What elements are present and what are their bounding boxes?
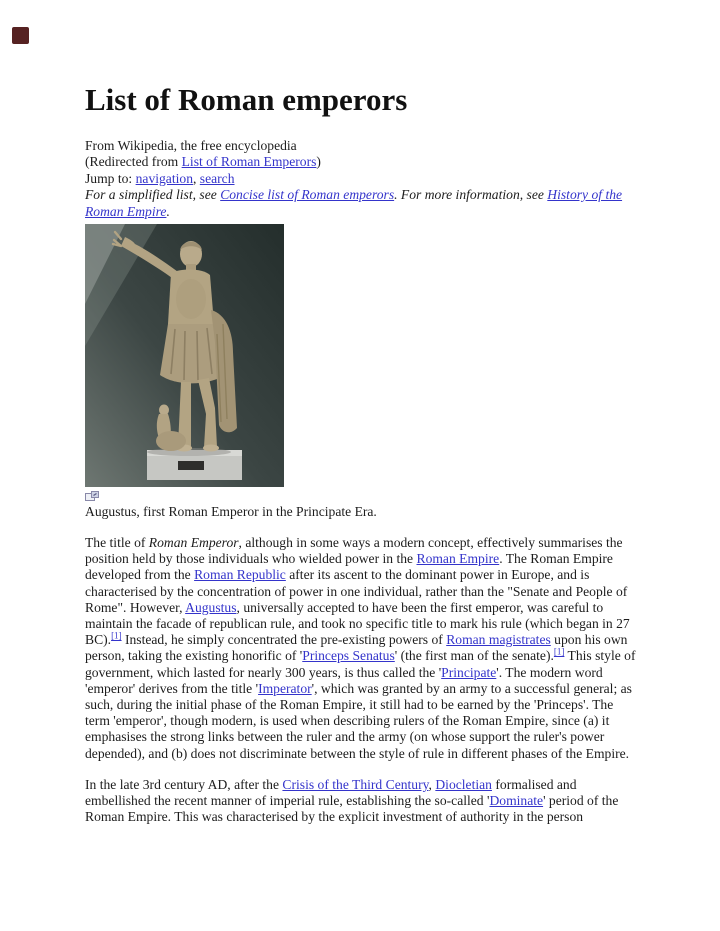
wiki-link[interactable]: Roman Republic (194, 567, 286, 583)
text-run: The title of (85, 535, 149, 551)
text-run: , (428, 776, 436, 792)
wiki-link[interactable]: Imperator (258, 680, 312, 696)
text-run: This style of government, which lasted for nearly 300 years, is thus called the ' (85, 648, 636, 680)
article-figure (85, 224, 638, 520)
text-run: ' period of the Roman Empire. This was characterised by the explicit investment of authority in the person (85, 793, 619, 825)
wiki-link[interactable]: Crisis of the Third Century (282, 776, 429, 792)
text-run: '. The modern word 'emperor' derives from the title ' (85, 664, 603, 696)
text-run: , universally accepted to have been the first emperor, was careful to maintain the facade of republican rule, and took no specific title to mark his rule (which began in 27 BC). (85, 599, 630, 648)
wiki-link[interactable]: Princeps Senatus (302, 648, 395, 664)
italic-text: Roman Emperor (148, 535, 239, 551)
italic-text: . For more information, see (394, 187, 548, 203)
text-run: ', which was granted by an army to a successful general; as such, during the initial phase of the Roman Empire, it still had to be earned by the 'Princeps'. The term 'emperor', though modern, is used when describing rulers of the Roman Empire, since (a) it emphasises the strong links between the ruler and the army (on whose support the ruler's power depended), and (b) does not discriminate between the style of rule in different phases of the Empire. (85, 680, 632, 761)
wiki-link[interactable]: Augustus (185, 599, 237, 615)
italic-text: For a simplified list, see (85, 187, 221, 203)
footnote-link[interactable]: [1] (553, 646, 565, 657)
wiki-link[interactable]: Roman magistrates (446, 632, 551, 648)
enlarge-icon[interactable] (85, 491, 99, 503)
wiki-link[interactable]: search (199, 170, 235, 186)
text-run: (Redirected from (85, 154, 182, 170)
text-run: formalised and embellished the recent manner of imperial rule, establishing the so-called ' (85, 776, 577, 809)
wiki-link[interactable]: Dominate (489, 793, 544, 809)
site-tagline (85, 138, 638, 155)
wiki-link[interactable]: Diocletian (435, 776, 492, 792)
hatnote (85, 187, 638, 220)
text-run: upon his own person, taking the existing honorific of ' (85, 632, 628, 664)
text-run: In the late 3rd century AD, after the (85, 776, 283, 792)
wiki-link[interactable]: navigation (135, 170, 193, 186)
jump-links (85, 171, 638, 188)
text-run: after its ascent to the dominant power in Europe, and is characterised by the concentration of power in one individual, rather than the "Senate and People of Rome". However, (85, 567, 628, 615)
wiki-link[interactable]: Principate (441, 664, 497, 680)
article-paragraph (85, 777, 638, 826)
text-run: From Wikipedia, the free encyclopedia (85, 137, 297, 153)
text-run: Jump to: (85, 170, 136, 186)
article-paragraph (85, 535, 638, 762)
wiki-link[interactable]: Roman Empire (416, 551, 500, 567)
text-run: Instead, he simply concentrated the pre-existing powers of (121, 632, 447, 648)
italic-text: . (166, 203, 170, 219)
figure-caption: Augustus, first Roman Emperor in the Principate Era. (85, 504, 377, 520)
wiki-link[interactable]: List of Roman Emperors (181, 154, 317, 170)
footnote-ref (554, 647, 565, 657)
augustus-statue-image[interactable] (85, 224, 284, 487)
wiki-link[interactable]: History of the Roman Empire (85, 187, 623, 219)
article-content (85, 84, 638, 826)
text-run: ' (the first man of the senate). (394, 648, 554, 664)
footnote-link[interactable]: [1] (111, 630, 122, 641)
text-run: . The Roman Empire developed from the (85, 551, 613, 583)
text-run: , (193, 170, 200, 186)
footnote-ref (111, 631, 122, 641)
text-run: , although in some ways a modern concept, effectively summarises the position held by those individuals who wielded power in the (85, 535, 623, 567)
wiki-link[interactable]: Concise list of Roman emperors (220, 187, 395, 203)
text-run: ) (316, 154, 321, 170)
redirect-note (85, 154, 638, 171)
corner-marker-icon (12, 27, 29, 44)
page-title: List of Roman emperors (85, 82, 408, 117)
